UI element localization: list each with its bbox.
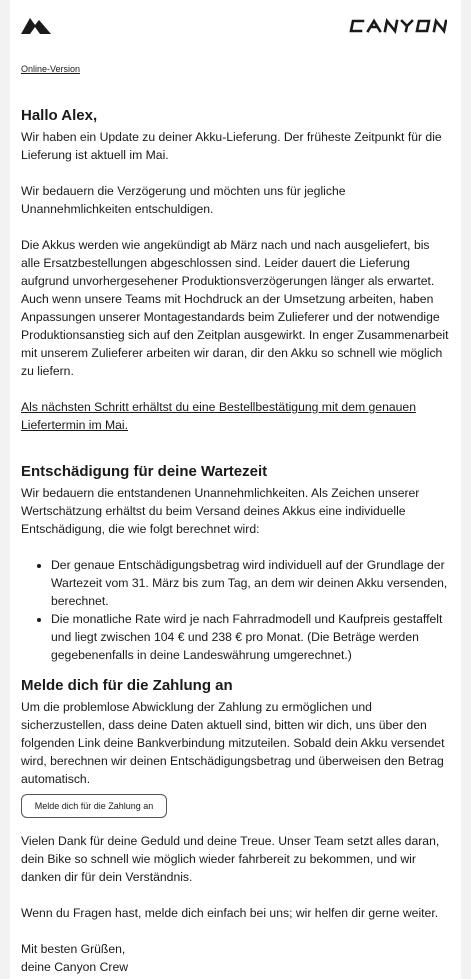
greeting-heading: Hallo Alex,	[21, 107, 98, 124]
closing-paragraph-2: Wenn du Fragen hast, melde dich einfach bei uns; wir helfen dir gerne weiter.	[21, 906, 439, 920]
signoff	[21, 940, 451, 976]
register-payment-button[interactable]: Melde dich für die Zahlung an	[21, 794, 167, 818]
signoff-line: Mit besten Grüßen,	[21, 942, 126, 956]
email-body	[21, 106, 451, 976]
next-step-link[interactable]: Als nächsten Schritt erhältst du eine Bestellbestätigung mit dem genauen Liefertermin im Mai.	[21, 400, 416, 432]
intro-paragraph-2: Wir bedauern die Verzögerung und möchten uns für jegliche Unannehmlichkeiten entschuldigen.	[21, 184, 346, 216]
canyon-wordmark-logo[interactable]	[349, 16, 447, 36]
email-header	[10, 0, 461, 60]
compensation-text: Wir bedauern die entstandenen Unannehmlichkeiten. Als Zeichen unserer Wertschätzung erhältst du beim Versand deines Akkus eine individuelle Entschädigung, die wie folgt berechnet wird:	[21, 486, 420, 536]
compensation-heading: Entschädigung für deine Wartezeit	[21, 463, 268, 480]
closing-paragraph-1: Vielen Dank für deine Geduld und deine Treue. Unser Team setzt alles daran, dein Bike so schnell wie möglich wieder fahrbereit zu bekommen, und wir danken dir für dein Verständnis.	[21, 834, 440, 884]
list-item: • Die monatliche Rate wird je nach Fahrradmodell und Kaufpreis gestaffelt und liegt zwischen 104 € und 238 € pro Monat. (Die Beträge werden gegebenenfalls in deine Landeswährung umgerechnet.)	[51, 610, 451, 664]
list-item: • Der genaue Entschädigungsbetrag wird individuell auf der Grundlage der Wartezeit vom 31. März bis zum Tag, an dem wir deinen Akku versenden, berechnet.	[51, 556, 451, 610]
intro-paragraph-1: Wir haben ein Update zu deiner Akku-Lieferung. Der früheste Zeitpunkt für die Lieferung ist aktuell im Mai.	[21, 130, 442, 162]
signature-line: deine Canyon Crew	[21, 960, 129, 974]
canyon-mountain-logo-icon[interactable]	[21, 18, 51, 34]
online-version-link[interactable]: Online-Version	[21, 64, 81, 74]
payment-text: Um die problemlose Abwicklung der Zahlung zu ermöglichen und sicherzustellen, dass deine Daten aktuell sind, bitten wir dich, uns über den folgenden Link deine Bankverbindung mitzuteilen. Sobald dein Akku versendet wird, berechnen wir deinen Entschädigungsbetrag und überweisen den Betrag automatisch.	[21, 700, 445, 786]
email-card	[10, 0, 461, 979]
compensation-list	[21, 556, 451, 664]
intro-paragraph-3: Die Akkus werden wie angekündigt ab März nach und nach ausgeliefert, bis alle Ersatzbestellungen abgeschlossen sind. Leider dauert die Lieferung aufgrund unvorhergesehener Produktionsverzögerungen länger als erwartet. Auch wenn unsere Teams mit Hochdruck an der Umsetzung arbeiten, haben Anpassungen unserer Montagestandards beim Zulieferer und der notwendige Produktionsanstieg sich auf den Zeitplan ausgewirkt. In enger Zusammenarbeit mit unserem Zulieferer arbeiten wir daran, dir den Akku so schnell wie möglich zu liefern.	[21, 238, 449, 378]
payment-heading: Melde dich für die Zahlung an	[21, 677, 233, 694]
